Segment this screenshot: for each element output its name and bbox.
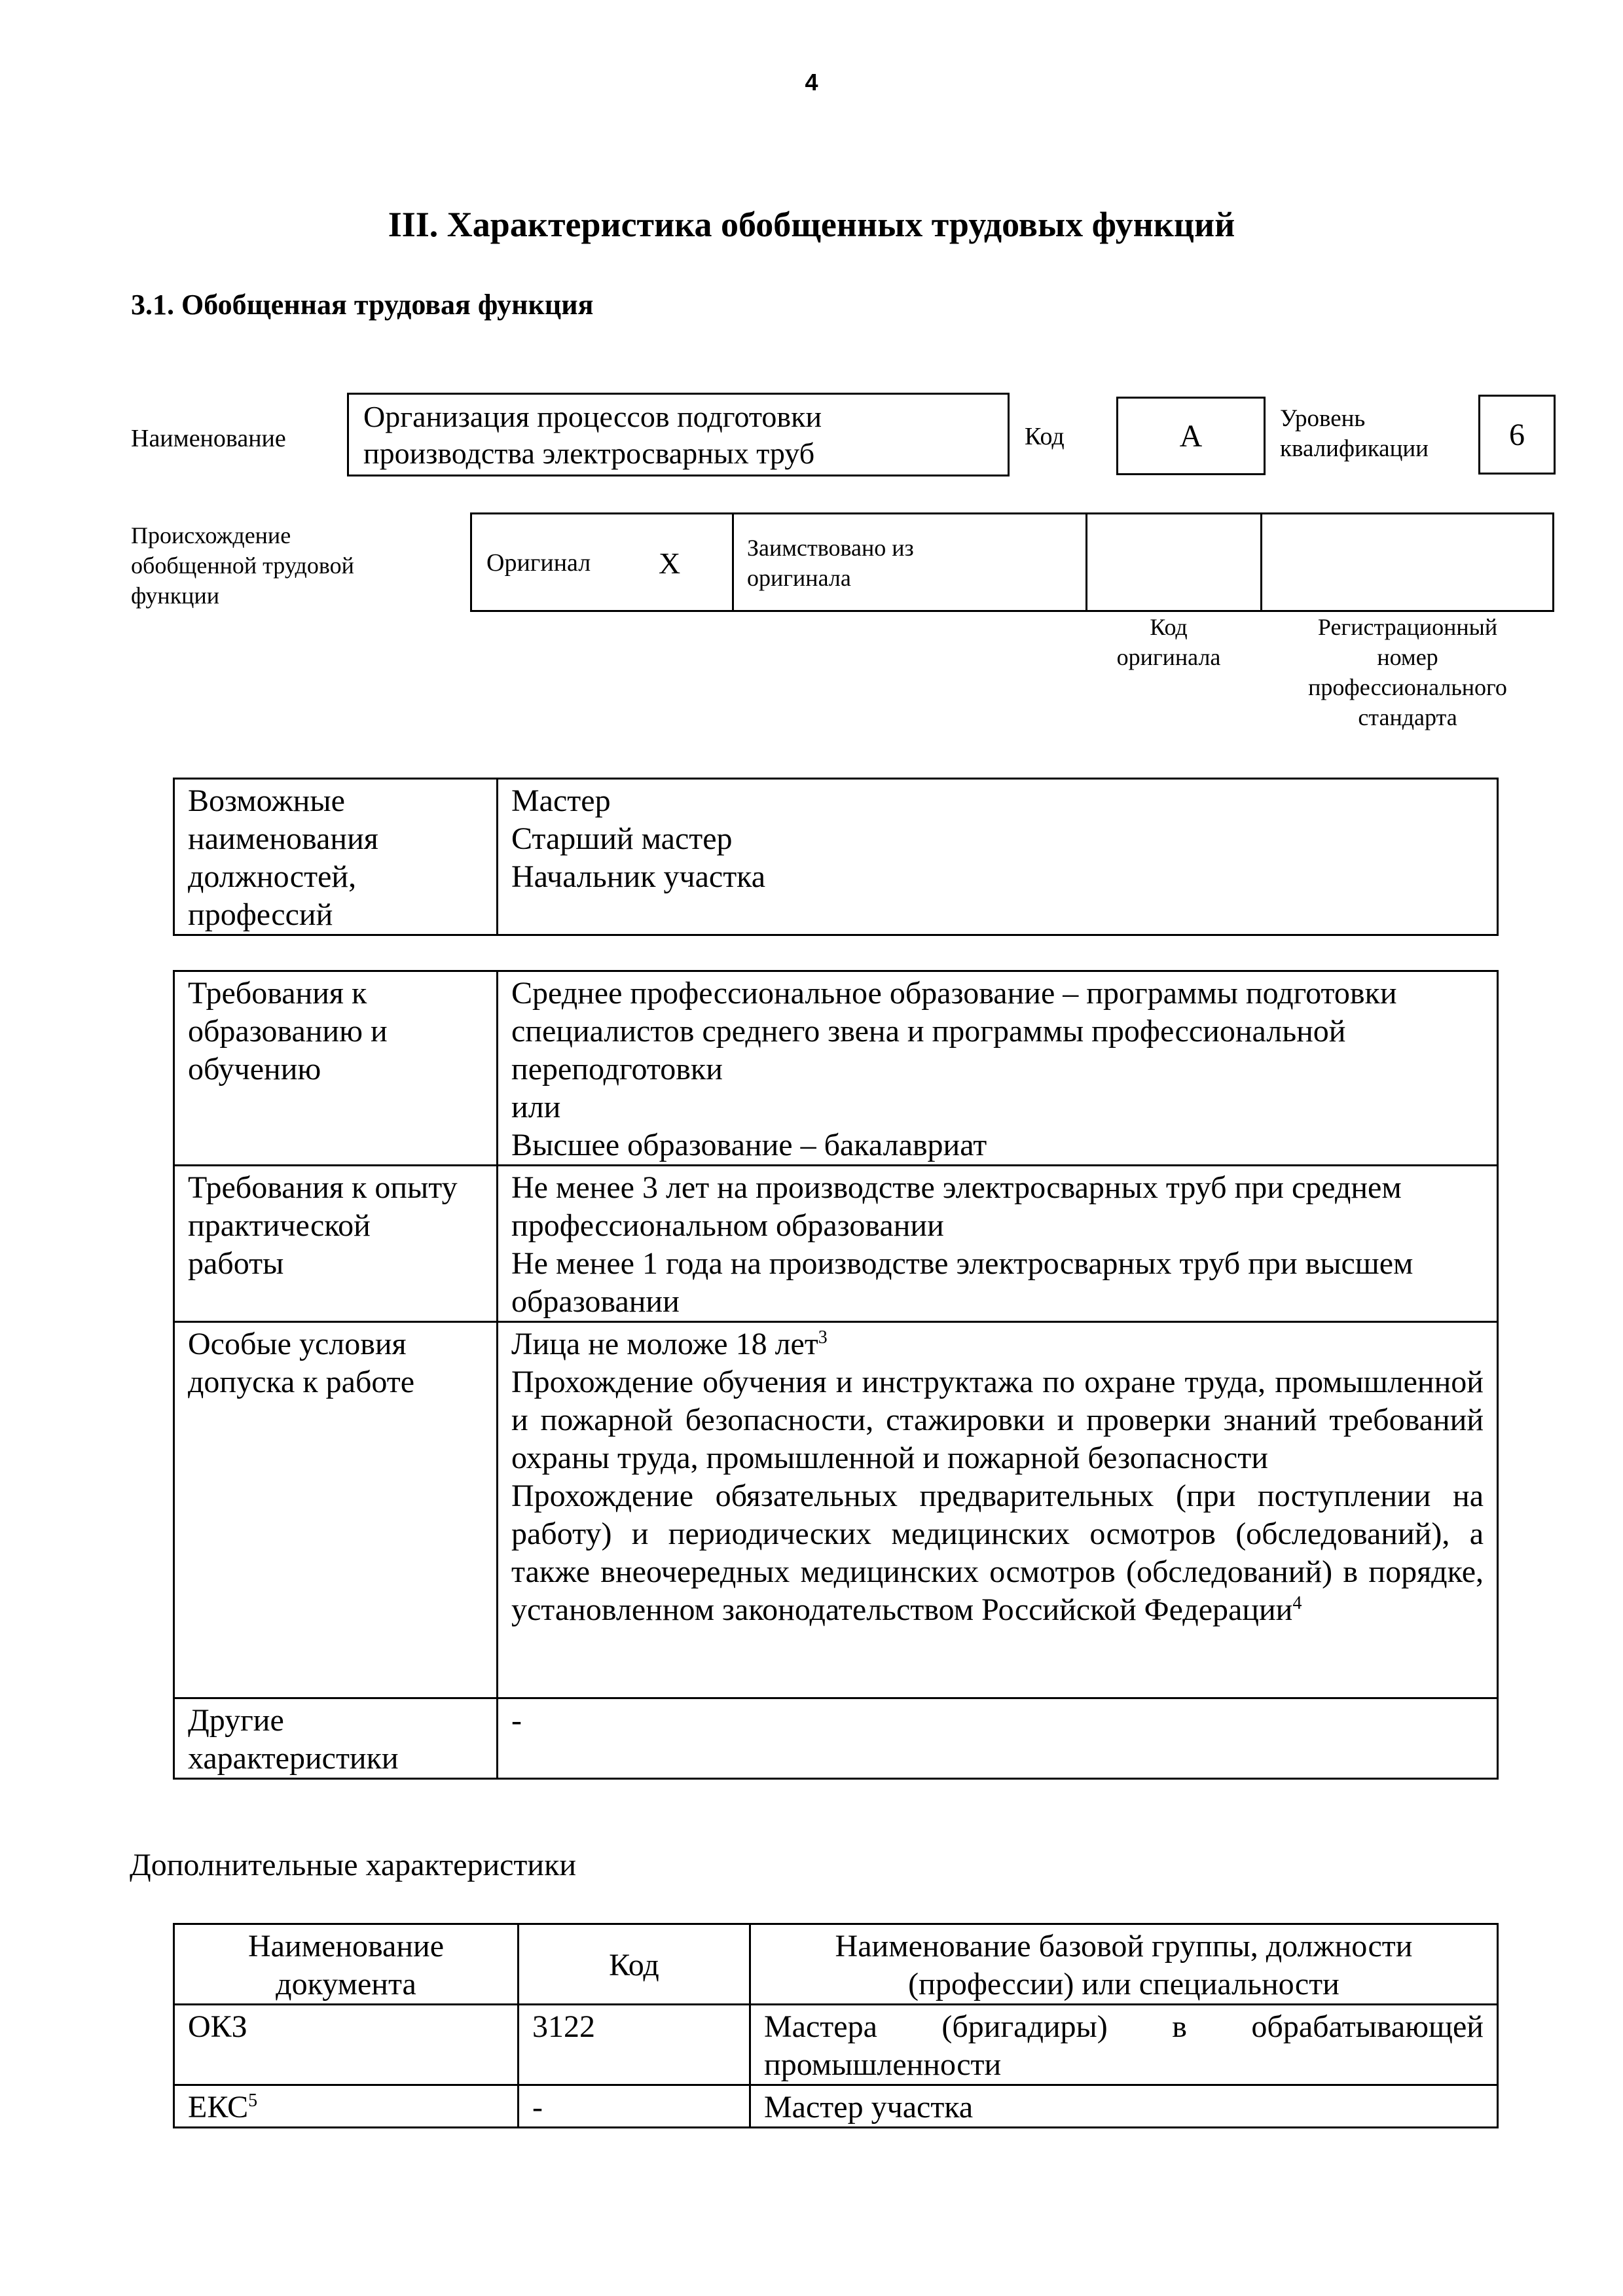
special-line-1 [511, 1325, 1484, 1363]
caption-line: Регистрационный [1317, 614, 1498, 640]
row-code: 3122 [519, 2005, 750, 2085]
positions-label [174, 779, 498, 935]
education-value [498, 971, 1498, 1166]
header-line: (профессии) или специальности [908, 1967, 1340, 2001]
special-paragraph-3 [511, 1477, 1484, 1629]
cell-line: переподготовки [511, 1052, 723, 1086]
row-name: Мастер участка [750, 2085, 1498, 2128]
function-name-box [347, 393, 1010, 476]
cell-line: Не менее 1 года на производстве электросварных труб при высшем [511, 1246, 1413, 1281]
origin-label-line: обобщенной трудовой [131, 552, 354, 579]
divider [1085, 514, 1087, 610]
footnote-ref: 4 [1292, 1593, 1302, 1613]
caption-line: номер [1377, 644, 1438, 670]
cell-line: наименования [188, 821, 378, 856]
position-item: Мастер [511, 783, 611, 818]
table-row [174, 1698, 1498, 1779]
original-mark: X [659, 547, 681, 580]
level-label-line-1: Уровень [1280, 405, 1366, 432]
header-doc [174, 1924, 519, 2005]
additional-title: Дополнительные характеристики [130, 1848, 577, 1882]
row-doc: ОКЗ [174, 2005, 519, 2085]
function-name-value: Организация процессов подготовки производства электросварных труб [363, 400, 822, 470]
special-paragraph-2: Прохождение обучения и инструктажа по охране труда, промышленной и пожарной безопасности, стажировки и проверки знаний требований охраны труда, промышленной и пожарной безопасности [511, 1365, 1484, 1475]
position-item: Старший мастер [511, 821, 733, 856]
cell-line: практической [188, 1208, 371, 1243]
cell-text: Прохождение обязательных предварительных (при поступлении на работу) и периодических медицинских осмотров (обследований), а также внеочередных медицинских осмотров (обследований) в порядке, установленном законодательством Российской Федерации [511, 1479, 1484, 1627]
position-item: Начальник участка [511, 859, 766, 894]
requirements-table [173, 970, 1499, 1780]
caption-line: Код [1150, 614, 1188, 640]
row-name [750, 2005, 1498, 2085]
original-cell [472, 514, 734, 610]
special-conditions-value [498, 1322, 1498, 1698]
origin-label [131, 520, 354, 611]
code-box [1116, 397, 1266, 475]
caption-line: оригинала [1116, 644, 1221, 670]
cell-line: должностей, [188, 859, 357, 894]
original-label: Оригинал [486, 549, 591, 577]
cell-text: Лица не моложе 18 лет [511, 1327, 818, 1361]
table-row [174, 1166, 1498, 1322]
cell-line: Не менее 3 лет на производстве электросварных труб при среднем [511, 1170, 1402, 1205]
table-row [174, 2005, 1498, 2085]
level-value: 6 [1509, 417, 1525, 452]
row-doc [174, 2085, 519, 2128]
other-label [174, 1698, 498, 1779]
header-name [750, 1924, 1498, 2005]
origin-label-line: Происхождение [131, 522, 291, 548]
header-line: Наименование [247, 1929, 445, 1964]
cell-line: характеристики [188, 1741, 399, 1776]
positions-table [173, 778, 1499, 936]
table-row [174, 1322, 1498, 1698]
subsection-title: 3.1. Обобщенная трудовая функция [131, 289, 594, 321]
header-line: документа [276, 1967, 416, 2001]
additional-table [173, 1923, 1499, 2128]
cell-line: или [511, 1090, 561, 1124]
code-value: А [1179, 418, 1203, 454]
cell-line: Особые условия [188, 1327, 407, 1361]
cell-line: допуска к работе [188, 1365, 415, 1399]
cell-line: Другие [188, 1703, 284, 1738]
cell-line: работы [188, 1246, 284, 1281]
cell-line: обучению [188, 1052, 321, 1086]
caption-line: стандарта [1358, 704, 1457, 730]
header-line: Наименование базовой группы, должности [835, 1929, 1413, 1964]
table-row [174, 2085, 1498, 2128]
table-row [174, 971, 1498, 1166]
section-title: III. Характеристика обобщенных трудовых функций [388, 205, 1235, 244]
other-value: - [498, 1698, 1498, 1779]
experience-value [498, 1166, 1498, 1322]
page-number: 4 [805, 69, 818, 96]
name-label: Наименование [131, 425, 286, 452]
divider [1260, 514, 1262, 610]
row-code: - [519, 2085, 750, 2128]
origin-label-line: функции [131, 583, 219, 609]
cell-line: Среднее профессиональное образование – программы подготовки [511, 976, 1397, 1011]
cell-line: профессиональном образовании [511, 1208, 944, 1243]
table-header-row [174, 1924, 1498, 2005]
origin-table [470, 512, 1554, 612]
borrowed-label-line: Заимствовано из [747, 535, 914, 561]
level-label [1280, 404, 1429, 464]
level-box [1478, 395, 1556, 475]
reg-number-caption [1260, 612, 1555, 732]
caption-line: профессионального [1308, 674, 1507, 700]
positions-values [498, 779, 1498, 935]
cell-line: специалистов среднего звена и программы профессиональной [511, 1014, 1346, 1049]
borrowed-label [747, 533, 914, 593]
level-label-line-2: квалификации [1280, 435, 1429, 462]
header-code: Код [519, 1924, 750, 2005]
footnote-ref: 3 [818, 1327, 828, 1348]
experience-label [174, 1166, 498, 1322]
cell-line: образовании [511, 1284, 680, 1319]
cell-line: образованию и [188, 1014, 388, 1049]
cell-line: Требования к опыту [188, 1170, 458, 1205]
cell-text: ЕКС [188, 2090, 249, 2125]
cell-line: Требования к [188, 976, 367, 1011]
cell-line: профессий [188, 897, 333, 932]
cell-line: Высшее образование – бакалавриат [511, 1128, 987, 1162]
special-conditions-label [174, 1322, 498, 1698]
code-label: Код [1025, 423, 1065, 450]
footnote-ref: 5 [248, 2090, 258, 2111]
borrowed-label-line: оригинала [747, 565, 851, 591]
table-row [174, 779, 1498, 935]
education-label [174, 971, 498, 1166]
cell-line: Возможные [188, 783, 345, 818]
code-original-caption [1080, 612, 1257, 672]
cell-text: Мастера (бригадиры) в обрабатывающей промышленности [764, 2009, 1484, 2082]
